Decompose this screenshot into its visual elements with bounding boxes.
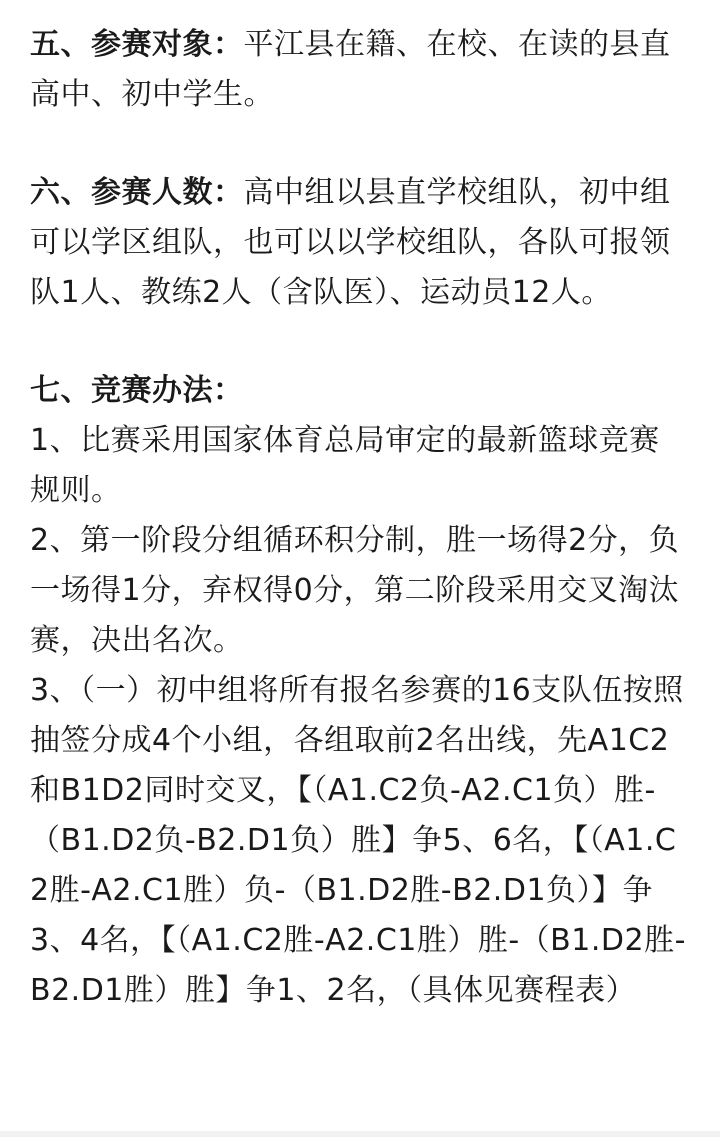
section-participants xyxy=(30,20,690,120)
team-size-text: 高中组以县直学校组队，初中组可以学区组队，也可以以学校组队，各队可报领队1人、教练2人（含队医）、运动员12人。 xyxy=(30,175,671,310)
team-size-heading: 六、参赛人数： xyxy=(30,175,244,210)
section-competition-rules xyxy=(30,366,690,1016)
rule-item-2: 2、第一阶段分组循环积分制，胜一场得2分，负一场得1分，弃权得0分，第二阶段采用交叉淘汰赛，决出名次。 xyxy=(30,523,680,658)
bottom-divider xyxy=(0,1131,720,1137)
rule-item-1: 1、比赛采用国家体育总局审定的最新篮球竞赛规则。 xyxy=(30,423,660,508)
participants-text: 平江县在籍、在校、在读的县直高中、初中学生。 xyxy=(30,27,671,112)
participants-heading: 五、参赛对象： xyxy=(30,27,244,62)
competition-rules-heading: 七、竞赛办法： xyxy=(30,373,244,408)
participants-paragraph xyxy=(30,20,690,120)
rule-item-3: 3、（一）初中组将所有报名参赛的16支队伍按照抽签分成4个小组，各组取前2名出线，先A1C2和B1D2同时交叉，【（A1.C2负-A2.C1负）胜-（B1.D2负-B2.D1负）胜】争5、6名，【（A1.C2胜-A2.C1胜）负-（B1.D2胜-B2.D1负）】争3、4名，【（A1.C2胜-A2.C1胜）胜-（B1.D2胜-B2.D1胜）胜】争1、2名，（具体见赛程表） xyxy=(30,673,686,1008)
team-size-paragraph xyxy=(30,168,690,318)
section-team-size xyxy=(30,168,690,318)
